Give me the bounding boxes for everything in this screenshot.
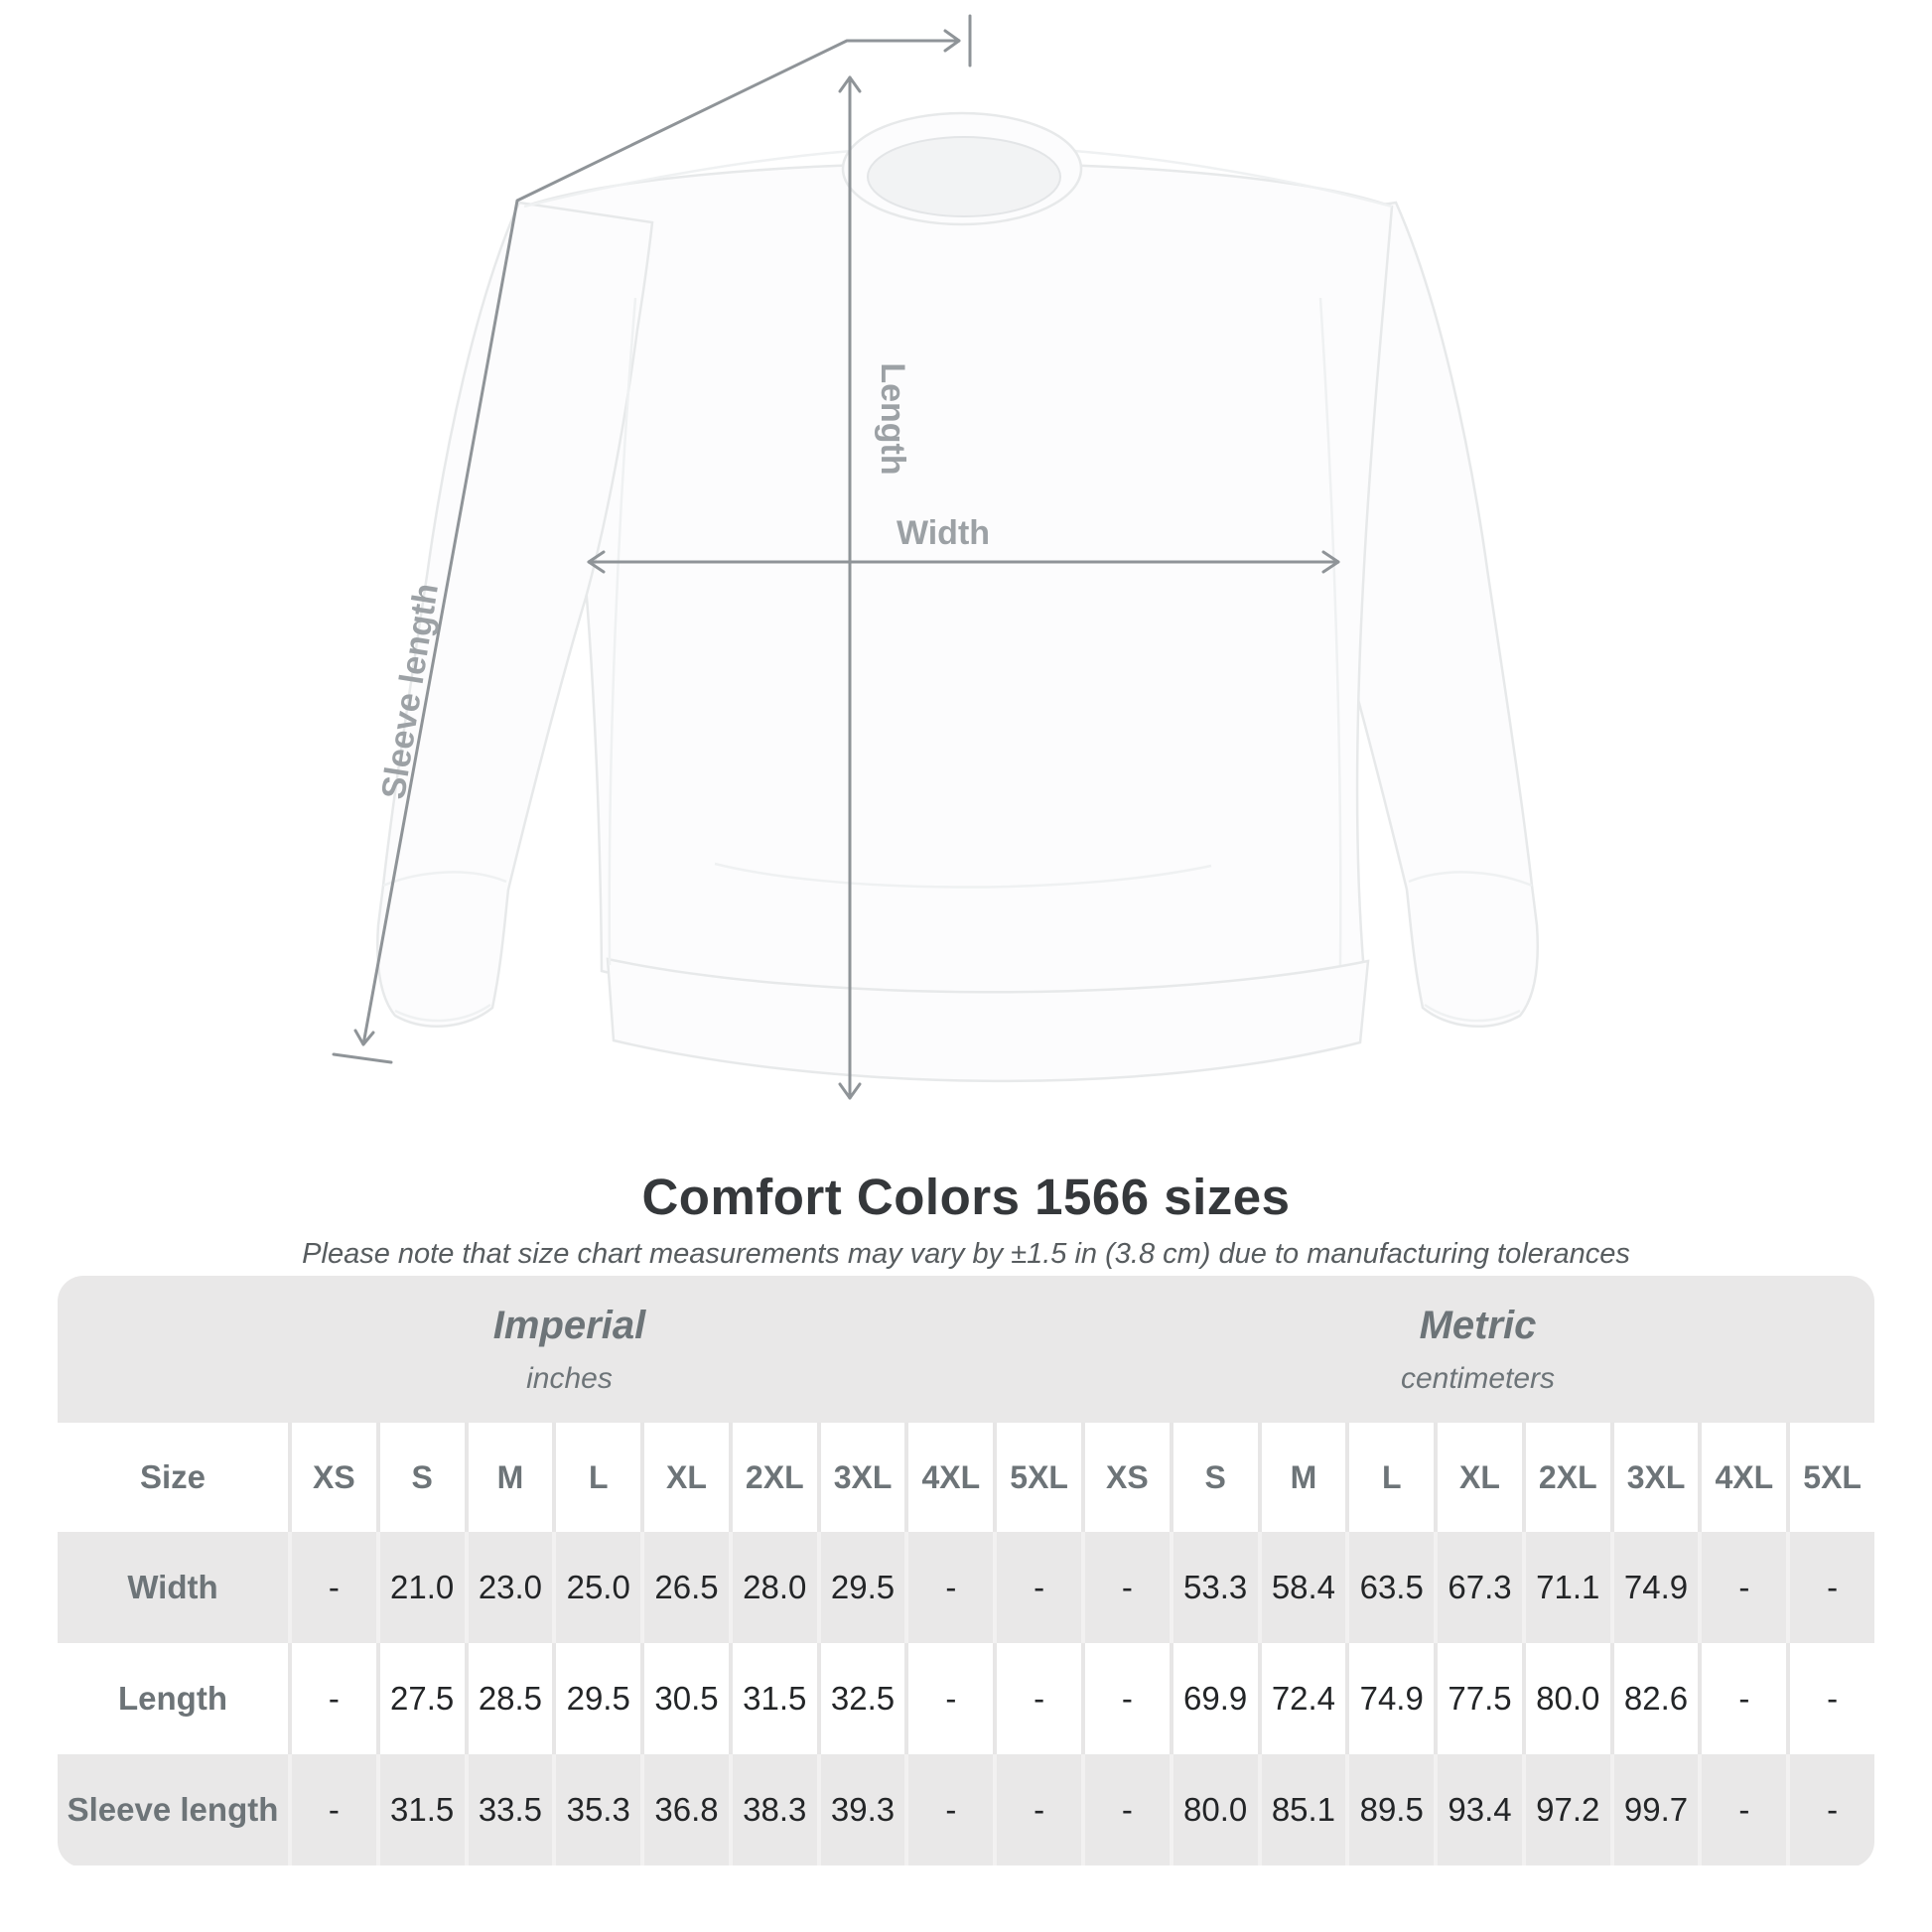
value-cell: 74.9 (1610, 1532, 1699, 1643)
imperial-subtitle: inches (526, 1361, 613, 1395)
value-cell: - (1786, 1643, 1874, 1754)
metric-size-header: XL (1434, 1423, 1522, 1532)
imperial-size-header: 4XL (904, 1423, 993, 1532)
metric-size-header: 2XL (1522, 1423, 1610, 1532)
row-label: Sleeve length (67, 1791, 279, 1828)
value-cell: 77.5 (1434, 1643, 1522, 1754)
value-cell: 69.9 (1170, 1643, 1258, 1754)
imperial-size-header: 2XL (729, 1423, 817, 1532)
value-cell: 67.3 (1434, 1532, 1522, 1643)
value-cell: - (1786, 1532, 1874, 1643)
value-cell: - (993, 1754, 1081, 1865)
imperial-size-header: S (376, 1423, 465, 1532)
value-cell: 74.9 (1345, 1643, 1434, 1754)
value-cell: 36.8 (640, 1754, 729, 1865)
value-cell: - (1081, 1532, 1170, 1643)
value-cell: - (288, 1754, 376, 1865)
value-cell: 21.0 (376, 1532, 465, 1643)
value-cell: 63.5 (1345, 1532, 1434, 1643)
value-cell: - (904, 1754, 993, 1865)
value-cell: - (1081, 1754, 1170, 1865)
value-cell: 58.4 (1258, 1532, 1346, 1643)
value-cell: 80.0 (1170, 1754, 1258, 1865)
imperial-size-header: L (552, 1423, 640, 1532)
row-label: Width (127, 1569, 218, 1605)
imperial-size-header: XS (288, 1423, 376, 1532)
value-cell: - (993, 1643, 1081, 1754)
value-cell: - (1081, 1643, 1170, 1754)
value-cell: 27.5 (376, 1643, 465, 1754)
metric-size-header: 4XL (1698, 1423, 1786, 1532)
table-row-width (58, 1532, 1874, 1643)
tolerance-note: Please note that size chart measurements may vary by ±1.5 in (3.8 cm) due to manufacturing tolerances (302, 1238, 1630, 1270)
collar-opening (868, 137, 1060, 216)
value-cell: 53.3 (1170, 1532, 1258, 1643)
length-label: Length (874, 362, 911, 476)
metric-size-header: S (1170, 1423, 1258, 1532)
metric-title: Metric (1419, 1303, 1537, 1347)
value-cell: - (1698, 1532, 1786, 1643)
value-cell: 85.1 (1258, 1754, 1346, 1865)
imperial-header (58, 1304, 1081, 1396)
sleeve-length-bottom-tick (334, 1054, 391, 1062)
value-cell: 29.5 (552, 1643, 640, 1754)
value-cell: 25.0 (552, 1532, 640, 1643)
value-cell: - (1786, 1754, 1874, 1865)
value-cell: 29.5 (817, 1532, 905, 1643)
value-cell: 71.1 (1522, 1532, 1610, 1643)
size-header-row (58, 1423, 1874, 1532)
imperial-size-header: 5XL (993, 1423, 1081, 1532)
value-cell: 93.4 (1434, 1754, 1522, 1865)
value-cell: 30.5 (640, 1643, 729, 1754)
row-label: Length (118, 1680, 227, 1717)
value-cell: - (904, 1532, 993, 1643)
value-cell: 28.0 (729, 1532, 817, 1643)
page-title: Comfort Colors 1566 sizes (641, 1169, 1291, 1225)
value-cell: - (1698, 1754, 1786, 1865)
value-cell: 26.5 (640, 1532, 729, 1643)
value-cell: - (288, 1643, 376, 1754)
imperial-size-header: 3XL (817, 1423, 905, 1532)
value-cell: 35.3 (552, 1754, 640, 1865)
value-cell: - (1698, 1643, 1786, 1754)
value-cell: 97.2 (1522, 1754, 1610, 1865)
imperial-size-header: XL (640, 1423, 729, 1532)
size-chart-table (58, 1276, 1874, 1867)
size-column-header: Size (139, 1458, 207, 1495)
torso (524, 164, 1392, 1008)
metric-size-header: L (1345, 1423, 1434, 1532)
value-cell: 80.0 (1522, 1643, 1610, 1754)
unit-header-band (58, 1276, 1874, 1423)
metric-header (1081, 1304, 1874, 1396)
value-cell: 28.5 (465, 1643, 553, 1754)
value-cell: 82.6 (1610, 1643, 1699, 1754)
value-cell: 32.5 (817, 1643, 905, 1754)
value-cell: - (288, 1532, 376, 1643)
value-cell: 31.5 (376, 1754, 465, 1865)
value-cell: - (904, 1643, 993, 1754)
value-cell: 39.3 (817, 1754, 905, 1865)
imperial-title: Imperial (492, 1303, 646, 1347)
metric-size-header: M (1258, 1423, 1346, 1532)
metric-subtitle: centimeters (1400, 1361, 1556, 1395)
width-label: Width (896, 514, 991, 552)
value-cell: - (993, 1532, 1081, 1643)
value-cell: 72.4 (1258, 1643, 1346, 1754)
table-row-sleeve-length (58, 1754, 1874, 1865)
value-cell: 31.5 (729, 1643, 817, 1754)
metric-size-header: XS (1081, 1423, 1170, 1532)
value-cell: 89.5 (1345, 1754, 1434, 1865)
value-cell: 23.0 (465, 1532, 553, 1643)
imperial-size-header: M (465, 1423, 553, 1532)
metric-size-header: 3XL (1610, 1423, 1699, 1532)
value-cell: 99.7 (1610, 1754, 1699, 1865)
sleeve-length-label: Sleeve length (374, 581, 447, 802)
metric-size-header: 5XL (1786, 1423, 1874, 1532)
value-cell: 33.5 (465, 1754, 553, 1865)
table-row-length (58, 1643, 1874, 1754)
value-cell: 38.3 (729, 1754, 817, 1865)
